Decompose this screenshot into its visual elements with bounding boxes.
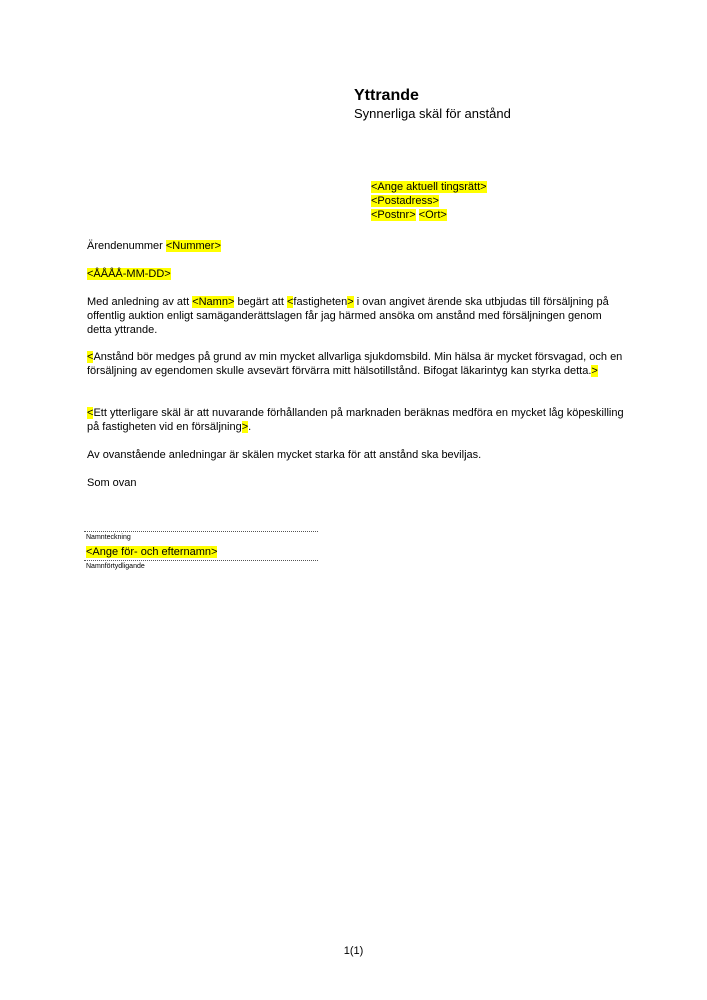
property-close-bracket: > bbox=[347, 296, 354, 308]
address-placeholder[interactable]: <Postadress> bbox=[371, 195, 439, 207]
signer-name-placeholder[interactable]: <Ange för- och efternamn> bbox=[86, 546, 218, 558]
paragraph-intro-text-3: i ovan angivet ärende ska utbjudas till försäljning på offentlig auktion enligt samäganderättslagen får jag härmed ansöka om anstånd med försäljningen genom detta yttrande. bbox=[87, 296, 609, 336]
paragraph-health-reason[interactable] bbox=[87, 350, 627, 378]
signature-line bbox=[84, 531, 318, 532]
document-subtitle: Synnerliga skäl för anstånd bbox=[354, 106, 511, 121]
property-open-bracket: < bbox=[286, 296, 294, 308]
document-title: Yttrande bbox=[354, 87, 419, 104]
court-placeholder[interactable]: <Ange aktuell tingsrätt> bbox=[371, 181, 487, 193]
paragraph-market-reason[interactable] bbox=[87, 406, 627, 434]
signer-name-line bbox=[86, 545, 217, 559]
paragraph-intro-text-1: Med anledning av att bbox=[87, 296, 193, 308]
case-number-label: Ärendenummer bbox=[87, 240, 166, 252]
paragraph-conclusion: Av ovanstående anledningar är skälen mycket starka för att anstånd ska beviljas. bbox=[87, 449, 482, 461]
health-close-bracket: > bbox=[591, 365, 598, 377]
name-clarification-line bbox=[84, 560, 318, 561]
property-placeholder[interactable]: fastigheten bbox=[293, 296, 348, 308]
paragraph-intro bbox=[87, 295, 627, 337]
market-reason-end: . bbox=[248, 421, 252, 433]
market-reason-text: Ett ytterligare skäl är att nuvarande förhållanden på marknaden beräknas medföra en mycket låg köpeskilling på fastigheten vid en försäljning bbox=[87, 407, 624, 433]
date-placeholder[interactable]: <ÅÅÅÅ-MM-DD> bbox=[87, 268, 171, 280]
health-reason-text: Anstånd bör medges på grund av min mycket allvarliga sjukdomsbild. Min hälsa är mycket försvagad, och en försäljning av egendomen skulle avsevärt förvärra mitt hälsotillstånd. Bifogat läkarintyg kan styrka detta. bbox=[87, 351, 623, 377]
name-clarification-label: Namnförtydligande bbox=[86, 563, 145, 570]
paragraph-intro-text-2: begärt att bbox=[234, 296, 287, 308]
date-line bbox=[87, 267, 627, 281]
health-open-bracket: < bbox=[87, 351, 94, 363]
page-number: 1(1) bbox=[343, 945, 364, 957]
postnr-placeholder[interactable]: <Postnr> bbox=[371, 209, 416, 221]
market-open-bracket: < bbox=[87, 407, 94, 419]
city-placeholder[interactable]: <Ort> bbox=[418, 209, 447, 221]
name-placeholder[interactable]: <Namn> bbox=[192, 296, 235, 308]
case-number-line bbox=[87, 239, 627, 253]
signature-label: Namnteckning bbox=[86, 534, 131, 541]
closing-text: Som ovan bbox=[87, 477, 137, 489]
case-number-placeholder[interactable]: <Nummer> bbox=[165, 240, 221, 252]
market-close-bracket: > bbox=[241, 421, 249, 433]
recipient-address-block bbox=[371, 180, 487, 222]
